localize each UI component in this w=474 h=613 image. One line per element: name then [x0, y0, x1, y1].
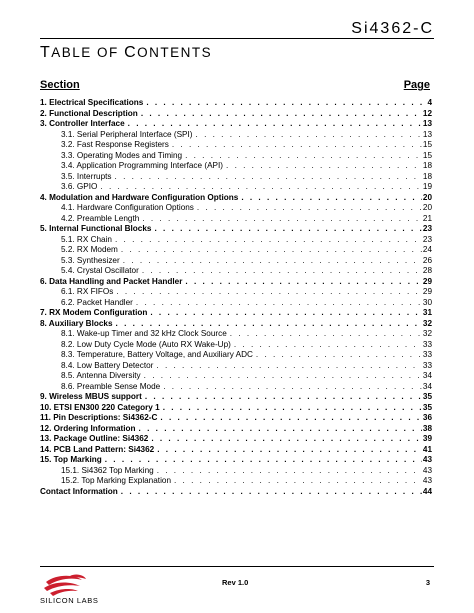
toc-entry-label: 8.1. Wake-up Timer and 32 kHz Clock Source	[61, 329, 227, 338]
toc-entry-page: 44	[422, 486, 432, 496]
toc-entry[interactable]	[40, 256, 432, 267]
toc-entry-label: 4.1. Hardware Configuration Options	[61, 203, 194, 212]
toc-entry[interactable]	[40, 403, 432, 414]
dot-leader	[99, 182, 421, 193]
toc-entry[interactable]	[40, 224, 432, 235]
page-number: 3	[425, 578, 430, 587]
dot-leader	[144, 392, 422, 403]
dot-leader	[135, 298, 422, 309]
dot-leader	[225, 161, 422, 172]
toc-entry[interactable]	[40, 130, 432, 141]
toc-entry-page: 43	[422, 465, 432, 475]
toc-entry-page: 15	[422, 150, 432, 160]
toc-entry-label: 4. Modulation and Hardware Configuration Options	[40, 192, 239, 202]
toc-entry-page: 13	[422, 119, 432, 128]
toc-entry-page: 43	[422, 455, 432, 464]
toc-entry-label: 8.4. Low Battery Detector	[61, 360, 154, 370]
toc-entry[interactable]	[40, 319, 432, 330]
dot-leader	[122, 256, 422, 267]
toc-entry-page: 12	[422, 108, 432, 118]
toc-entry-label: 3.4. Application Programming Interface (API)	[61, 161, 224, 170]
toc-entry-label: 8. Auxiliary Blocks	[40, 318, 113, 328]
dot-leader	[156, 445, 422, 456]
toc-entry-label: 5.3. Synthesizer	[61, 255, 120, 265]
toc-title-part-2: ONTENTS	[137, 45, 213, 60]
dot-leader	[120, 245, 422, 256]
dot-leader	[138, 424, 422, 435]
toc-entry[interactable]	[40, 476, 432, 487]
logo-text: SILICON LABS	[40, 596, 99, 605]
dot-leader	[196, 203, 422, 214]
toc-entry-label: 6.1. RX FIFOs	[61, 287, 114, 296]
toc-entry-page: 31	[422, 308, 432, 317]
toc-entry-label: 15.1. Si4362 Top Marking	[61, 465, 154, 475]
toc-title-cap-t: T	[40, 44, 52, 61]
dot-leader	[127, 119, 422, 130]
toc-entry-page: 23	[422, 224, 432, 233]
dot-leader	[115, 319, 422, 330]
toc-entry[interactable]	[40, 466, 432, 477]
toc-entry-page: 43	[422, 476, 432, 485]
dot-leader	[233, 340, 422, 351]
toc-title-cap-c: C	[124, 44, 138, 61]
toc-entry[interactable]	[40, 308, 432, 319]
toc-entry[interactable]	[40, 329, 432, 340]
toc-entry-label: 5.1. RX Chain	[61, 234, 112, 244]
dot-leader	[120, 487, 422, 498]
toc-entry[interactable]	[40, 182, 432, 193]
revision-label: Rev 1.0	[222, 578, 249, 587]
toc-entry-page: 33	[422, 339, 432, 349]
toc-entry[interactable]	[40, 487, 432, 498]
toc-entry-page: 18	[422, 171, 432, 181]
toc-entry-page: 13	[422, 129, 432, 139]
toc-entry[interactable]	[40, 214, 432, 225]
toc-entry-page: 41	[422, 444, 432, 454]
toc-entry[interactable]	[40, 98, 432, 109]
toc-entry[interactable]	[40, 203, 432, 214]
toc-entry-page: 36	[422, 413, 432, 422]
toc-entry[interactable]	[40, 371, 432, 382]
toc-entry[interactable]	[40, 434, 432, 445]
dot-leader	[195, 130, 422, 141]
toc-entry-label: 3.1. Serial Peripheral Interface (SPI)	[61, 129, 193, 139]
toc-entry-label: 1. Electrical Specifications	[40, 98, 144, 107]
toc-entry-label: 7. RX Modem Configuration	[40, 308, 148, 317]
toc-entry-page: 34	[422, 381, 432, 391]
toc-title	[40, 44, 212, 62]
toc-entry-label: 15.2. Top Marking Explanation	[61, 476, 171, 485]
toc-entry-label: 5.2. RX Modem	[61, 245, 118, 254]
toc-entry-label: 3.5. Interrupts	[61, 171, 112, 181]
toc-entry-page: 32	[422, 318, 432, 328]
toc-entry-page: 24	[422, 245, 432, 254]
toc-entry[interactable]	[40, 382, 432, 393]
header-rule	[40, 38, 434, 39]
toc-entry-page: 29	[422, 287, 432, 296]
toc-entry-label: 5.4. Crystal Oscillator	[61, 266, 139, 275]
toc-entry-label: 4.2. Preamble Length	[61, 213, 140, 223]
footer-rule	[40, 566, 434, 567]
toc-entry-label: 10. ETSI EN300 220 Category 1	[40, 402, 160, 412]
toc-entry-page: 28	[422, 266, 432, 275]
toc-entry-page: 35	[422, 392, 432, 401]
toc-entry-page: 20	[422, 203, 432, 212]
toc-entry-page: 38	[422, 423, 432, 433]
toc-entry[interactable]	[40, 445, 432, 456]
dot-leader	[156, 466, 422, 477]
toc-entry[interactable]	[40, 140, 432, 151]
toc-entry-label: 5. Internal Functional Blocks	[40, 224, 152, 233]
toc-entry-page: 15	[422, 140, 432, 149]
dot-leader	[184, 151, 422, 162]
toc-entry-page: 29	[422, 276, 432, 286]
toc-entry-page: 33	[422, 360, 432, 370]
toc-entry-page: 35	[422, 402, 432, 412]
toc-entry[interactable]	[40, 350, 432, 361]
dot-leader	[104, 455, 422, 466]
toc-entry[interactable]	[40, 109, 432, 120]
dot-leader	[229, 329, 422, 340]
toc-entry-page: 32	[422, 329, 432, 338]
toc-entry-page: 34	[422, 371, 432, 380]
toc-entry[interactable]	[40, 361, 432, 372]
toc-entry-label: 13. Package Outline: Si4362	[40, 434, 149, 443]
dot-leader	[115, 287, 422, 298]
dot-leader	[162, 403, 422, 414]
toc-entry[interactable]	[40, 266, 432, 277]
toc-entry-label: 3.2. Fast Response Registers	[61, 140, 169, 149]
dot-leader	[153, 224, 421, 235]
toc-entry[interactable]	[40, 287, 432, 298]
document-title: Si4362-C	[351, 20, 434, 37]
dot-leader	[141, 214, 422, 225]
toc-entry-label: 3. Controller Interface	[40, 119, 125, 128]
toc-entry[interactable]	[40, 161, 432, 172]
dot-leader	[150, 434, 422, 445]
toc-entry-label: 15. Top Marking	[40, 455, 102, 464]
toc-entry[interactable]	[40, 392, 432, 403]
toc-entry-page: 19	[422, 182, 432, 191]
dot-leader	[173, 476, 422, 487]
toc-entry-label: 6.2. Packet Handler	[61, 297, 133, 307]
dot-leader	[159, 413, 421, 424]
toc-entry-page: 26	[422, 255, 432, 265]
toc-entry-label: Contact Information	[40, 486, 118, 496]
toc-entry-label: 8.3. Temperature, Battery Voltage, and Auxiliary ADC	[61, 350, 253, 359]
dot-leader	[184, 277, 421, 288]
page-column-header: Page	[403, 79, 430, 91]
toc-entry-page: 18	[422, 161, 432, 170]
dot-leader	[141, 266, 422, 277]
toc-entry-label: 6. Data Handling and Packet Handler	[40, 276, 183, 286]
toc-entry[interactable]	[40, 235, 432, 246]
toc-entry-page: 4	[427, 98, 432, 107]
section-column-header: Section	[40, 79, 80, 91]
toc-entry[interactable]	[40, 340, 432, 351]
toc-entry-label: 8.5. Antenna Diversity	[61, 371, 141, 380]
toc-entry-page: 33	[422, 350, 432, 359]
toc-title-part-1: ABLE OF	[51, 45, 125, 60]
dot-leader	[145, 98, 426, 109]
dot-leader	[255, 350, 422, 361]
toc-entry[interactable]	[40, 119, 432, 130]
dot-leader	[114, 172, 422, 183]
toc-entry-label: 9. Wireless MBUS support	[40, 392, 142, 401]
toc-entry-label: 8.6. Preamble Sense Mode	[61, 381, 161, 391]
toc-entry-label: 3.6. GPIO	[61, 182, 98, 191]
toc-list	[40, 98, 432, 497]
toc-entry-page: 39	[422, 434, 432, 443]
toc-entry[interactable]	[40, 151, 432, 162]
toc-entry-page: 30	[422, 297, 432, 307]
toc-entry[interactable]	[40, 298, 432, 309]
toc-entry[interactable]	[40, 424, 432, 435]
dot-leader	[162, 382, 422, 393]
dot-leader	[171, 140, 422, 151]
toc-entry-label: 12. Ordering Information	[40, 423, 136, 433]
toc-entry-label: 8.2. Low Duty Cycle Mode (Auto RX Wake-Up)	[61, 339, 231, 349]
toc-entry-label: 3.3. Operating Modes and Timing	[61, 150, 183, 160]
toc-entry-page: 23	[422, 234, 432, 244]
dot-leader	[240, 193, 422, 204]
toc-entry[interactable]	[40, 193, 432, 204]
toc-entry[interactable]	[40, 245, 432, 256]
toc-entry[interactable]	[40, 277, 432, 288]
toc-entry-label: 2. Functional Description	[40, 108, 138, 118]
toc-entry[interactable]	[40, 455, 432, 466]
toc-entry-label: 11. Pin Descriptions: Si4362-C	[40, 413, 158, 422]
toc-entry[interactable]	[40, 413, 432, 424]
dot-leader	[140, 109, 422, 120]
dot-leader	[155, 361, 422, 372]
dot-leader	[149, 308, 422, 319]
dot-leader	[143, 371, 422, 382]
toc-entry-page: 20	[422, 192, 432, 202]
toc-entry-label: 14. PCB Land Pattern: Si4362	[40, 444, 155, 454]
toc-entry[interactable]	[40, 172, 432, 183]
dot-leader	[114, 235, 422, 246]
toc-entry-page: 21	[422, 213, 432, 223]
